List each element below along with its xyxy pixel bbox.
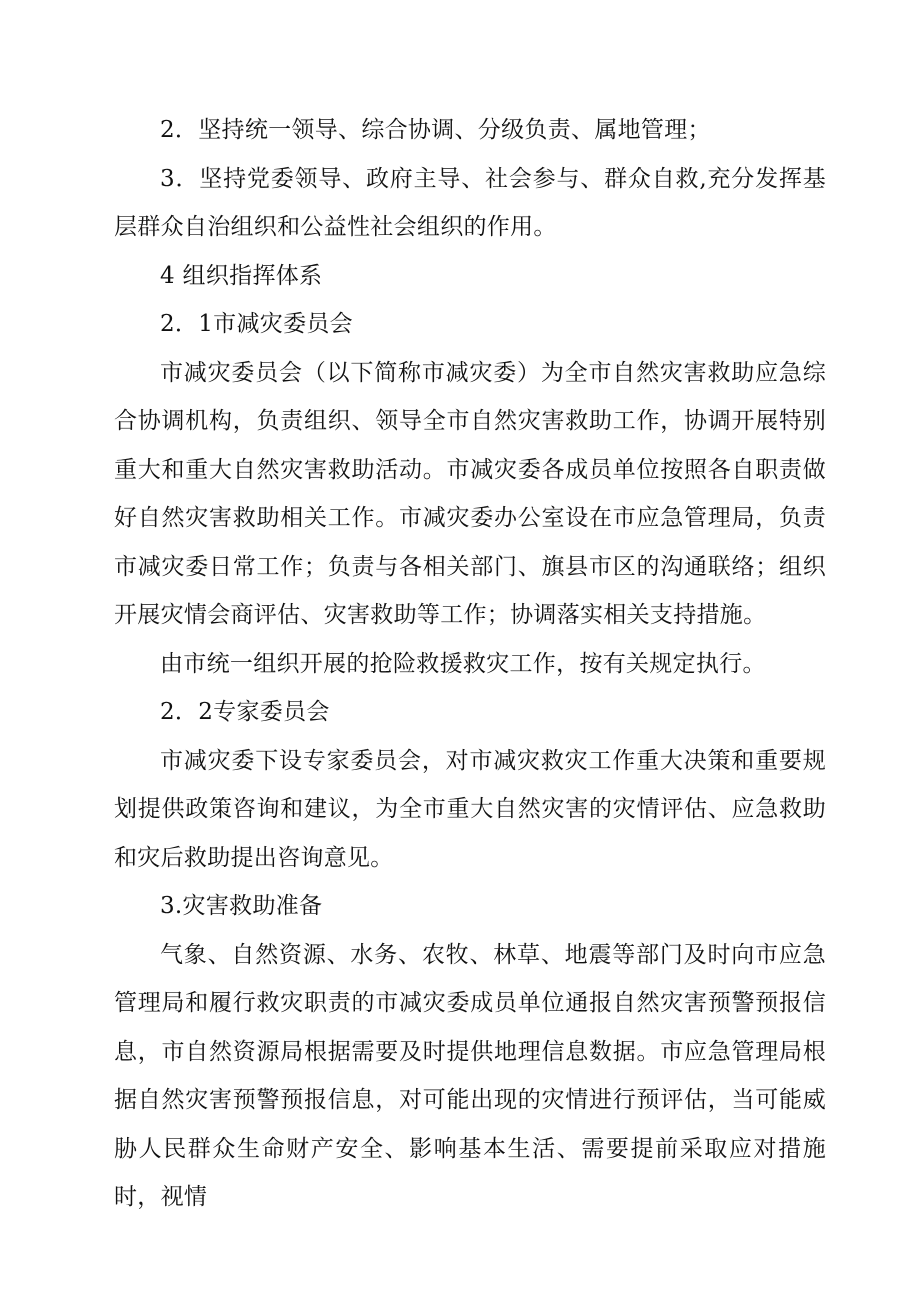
paragraph-rescue-preparation: 气象、自然资源、水务、农牧、林草、地震等部门及时向市应急管理局和履行救灾职责的市减灾委成员单位通报自然灾害预警预报信息，市自然资源局根据需要及时提供地理信息数据。市应急管理局根据自然灾害预警预报信息，对可能出现的灾情进行预评估，当可能威胁人民群众生命财产安全、影响基本生活、需要提前采取应对措施时，视情: [114, 941, 826, 1210]
section-heading-organization: 4 组织指挥体系: [160, 262, 323, 289]
paragraph-disaster-committee: 市减灾委员会（以下简称市减灾委）为全市自然灾害救助应急综合协调机构，负责组织、领导全市自然灾害救助工作，协调开展特别重大和重大自然灾害救助活动。市减灾委各成员单位按照各自职责做好自然灾害救助相关工作。市减灾委办公室设在市应急管理局，负责市减灾委日常工作；负责与各相关部门、旗县市区的沟通联络；组织开展灾情会商评估、灾害救助等工作；协调落实相关支持措施。: [114, 359, 826, 628]
paragraph-rescue-execution: 由市统一组织开展的抢险救援救灾工作，按有关规定执行。: [160, 650, 766, 677]
section-heading-rescue-preparation: 3.灾害救助准备: [160, 893, 323, 919]
subsection-heading-expert-committee: 2．2专家委员会: [160, 699, 330, 725]
principle-item-3: 3．坚持党委领导、政府主导、社会参与、群众自救,充分发挥基层群众自治组织和公益性社会组织的作用。: [114, 165, 826, 240]
principle-item-2: 2．坚持统一领导、综合协调、分级负责、属地管理；: [160, 117, 711, 143]
document-body: [114, 106, 826, 1222]
subsection-heading-disaster-committee: 2．1市减灾委员会: [160, 311, 353, 337]
paragraph-expert-committee: 市减灾委下设专家委员会，对市减灾救灾工作重大决策和重要规划提供政策咨询和建议，为全市重大自然灾害的灾情评估、应急救助和灾后救助提出咨询意见。: [114, 747, 826, 871]
